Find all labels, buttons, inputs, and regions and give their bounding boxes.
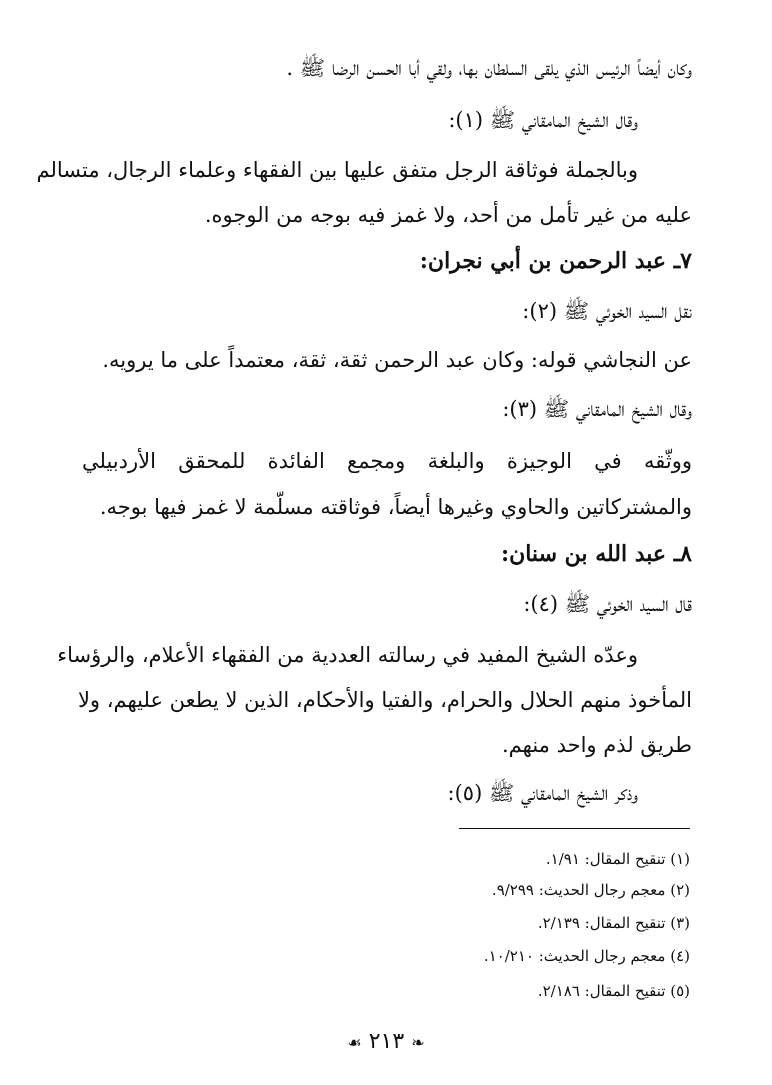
body-line-8: وقال الشيخ المامقاني ﷺ (٣): — [502, 397, 692, 421]
body-line-12: قال السيد الخوئي ﷺ (٤): — [523, 592, 692, 616]
footnote-3: (٣) تنقيح المقال: ٢/١٣٩. — [537, 914, 690, 932]
body-line-6: نقل السيد الخوئي ﷺ (٢): — [522, 299, 692, 323]
section-heading-8: ٨ـ عبد الله بن سنان: — [500, 541, 692, 567]
body-line-16: وذكر الشيخ المامقاني ﷺ (٥): — [447, 781, 638, 805]
body-line-1: وكان أيضاً الرئيس الذي يلقى السلطان بها، ولقي أبا الحسن الرضا ﷺ . — [286, 56, 692, 80]
body-line-2: وقال الشيخ المامقاني ﷺ (١): — [448, 108, 638, 132]
footnote-5: (٥) تنقيح المقال: ٢/١٨٦. — [537, 982, 690, 1000]
body-line-15: طريق لذم واحد منهم. — [501, 733, 692, 757]
body-line-3: وبالجملة فوثاقة الرجل متفق عليها بين الفقهاء وعلماء الرجال، متسالم — [36, 158, 638, 182]
body-line-9: ووثّقه في الوجيزة والبلغة ومجمع الفائدة للمحقق الأردبيلي — [82, 449, 692, 473]
body-line-14: المأخوذ منهم الحلال والحرام، والفتيا والأحكام، الذين لا يطعن عليهم، ولا — [77, 688, 692, 712]
body-line-4: عليه من غير تأمل من أحد، ولا غمز فيه بوجه من الوجوه. — [204, 203, 692, 227]
page-number-block — [286, 1027, 486, 1058]
ornament-left-icon: ☙ — [347, 1033, 362, 1052]
footnote-1: (١) تنقيح المقال: ١/٩١. — [545, 850, 690, 868]
footnote-2: (٢) معجم رجال الحديث: ٩/٢٩٩. — [491, 881, 690, 899]
ornament-right-icon: ❧ — [411, 1033, 425, 1052]
footnote-4: (٤) معجم رجال الحديث: ١٠/٢١٠. — [483, 947, 690, 965]
body-line-7: عن النجاشي قوله: وكان عبد الرحمن ثقة، ثقة، معتمداً على ما يرويه. — [102, 348, 692, 372]
body-line-13: وعدّه الشيخ المفيد في رسالته العددية من الفقهاء الأعلام، والرؤساء — [57, 643, 638, 667]
body-line-10: والمشتركاتين والحاوي وغيرها أيضاً، فوثاقته مسلّمة لا غمز فيها بوجه. — [99, 495, 692, 519]
footnote-divider — [459, 828, 690, 829]
page-number: ٢١٣ — [368, 1029, 405, 1054]
section-heading-7: ٧ـ عبد الرحمن بن أبي نجران: — [419, 248, 692, 274]
